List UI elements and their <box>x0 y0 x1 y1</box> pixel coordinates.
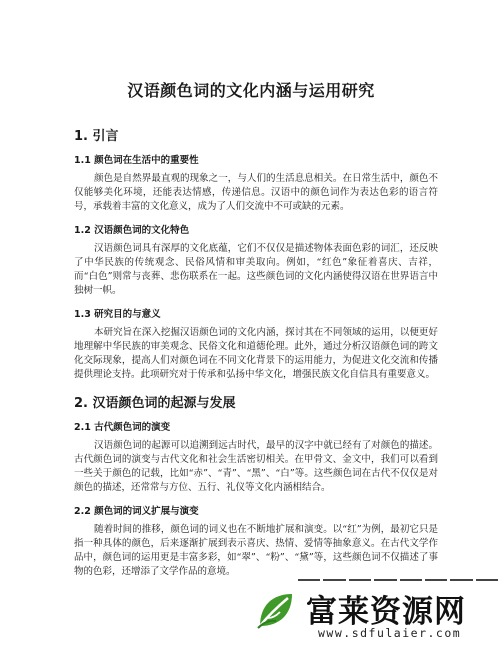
watermark-name: 富莱资源网 <box>306 594 466 630</box>
paragraph: 随着时间的推移，颜色词的词义也在不断地扩展和演变。以“红”为例，最初它只是指一种具体的颜色，后来逐渐扩展到表示喜庆、热情、爱情等抽象意义。在古代文学作品中，颜色词的运用更是丰富多彩，如“翠”、“粉”、“黛”等，这些颜色词不仅描述了事物的色彩，还增添了文学作品的意境。 <box>74 524 438 577</box>
section-1 <box>74 125 438 382</box>
watermark-url: www.sdfulaier.com <box>318 626 462 640</box>
subsection-heading: 1.3 研究目的与意义 <box>74 309 161 320</box>
paragraph: 颜色是自然界最直观的现象之一，与人们的生活息息相关。在日常生活中，颜色不仅能够美化环境，还能表达情感，传递信息。汉语中的颜色词作为表达色彩的语言符号，承载着丰富的文化意义，成为了人们交流中不可或缺的元素。 <box>74 173 438 212</box>
subsection-heading: 2.1 古代颜色词的演变 <box>74 422 171 433</box>
paragraph: 本研究旨在深入挖掘汉语颜色词的文化内涵，探讨其在不同领域的运用，以便更好地理解中华民族的审美观念、民俗文化和道德伦理。此外，通过分析汉语颜色词的跨文化交际现象，提高人们对颜色词在不同文化背景下的运用能力，为促进文化交流和传播提供理论支持。此项研究对于传承和弘扬中华文化，增强民族文化自信具有重要意义。 <box>74 327 438 380</box>
subsection-heading: 2.2 颜色词的词义扩展与演变 <box>74 506 199 517</box>
leaf-logo-icon <box>254 588 298 632</box>
paragraph: 汉语颜色词的起源可以追溯到远古时代，最早的汉字中就已经有了对颜色的描述。古代颜色词的演变与古代文化和社会生活密切相关。在甲骨文、金文中，我们可以看到一些关于颜色的记载，比如“赤”、“青”、“黑”、“白”等。这些颜色词在古代不仅仅是对颜色的描述，还常常与方位、五行、礼仪等文化内涵相结合。 <box>74 440 438 493</box>
watermark-divider <box>298 577 498 583</box>
subsection-heading: 1.2 汉语颜色词的文化特色 <box>74 225 190 236</box>
section-2 <box>74 392 438 579</box>
subsection-heading: 1.1 颜色词在生活中的重要性 <box>74 155 199 166</box>
watermark <box>248 584 500 647</box>
paragraph: 汉语颜色词具有深厚的文化底蕴，它们不仅仅是描述物体表面色彩的词汇，还反映了中华民族的传统观念、民俗风情和审美取向。例如，“红色”象征着喜庆、吉祥，而“白色”则常与丧葬、悲伤联系在一起。这些颜色词的文化内涵使得汉语在世界语言中独树一帜。 <box>74 243 438 296</box>
section-heading: 2. 汉语颜色词的起源与发展 <box>74 396 236 411</box>
document-title: 汉语颜色词的文化内涵与运用研究 <box>127 81 375 100</box>
section-heading: 1. 引言 <box>74 129 119 144</box>
